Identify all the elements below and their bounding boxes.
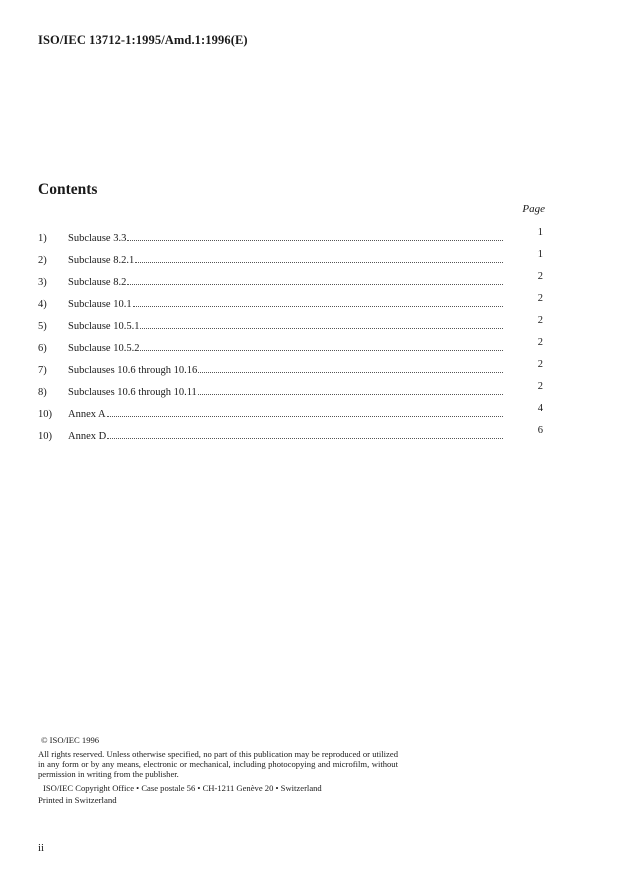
dot-leader xyxy=(127,283,503,285)
toc-entry-title: Annex D xyxy=(68,431,107,442)
dot-leader xyxy=(107,415,503,417)
toc-entry-title: Subclause 3.3 xyxy=(68,233,127,244)
toc-entry-number: 3) xyxy=(38,277,47,288)
dot-leader xyxy=(133,305,503,307)
page-column-label: Page xyxy=(522,203,545,215)
toc-entry-page: 2 xyxy=(537,271,543,282)
toc-entry-number: 6) xyxy=(38,343,47,354)
toc-entry[interactable] xyxy=(38,420,545,442)
toc-entry[interactable] xyxy=(38,222,545,244)
dot-leader xyxy=(198,393,503,395)
toc-entry-page: 2 xyxy=(537,359,543,370)
toc-entry-number: 7) xyxy=(38,365,47,376)
toc-entry-title: Annex A xyxy=(68,409,106,420)
toc-entry[interactable] xyxy=(38,310,545,332)
toc-entry-page: 2 xyxy=(537,293,543,304)
toc-entry-title: Subclause 10.1 xyxy=(68,299,132,310)
toc-entry-number: 5) xyxy=(38,321,47,332)
toc-entry-number: 1) xyxy=(38,233,47,244)
toc-entry-page: 1 xyxy=(537,227,543,238)
toc-entry[interactable] xyxy=(38,288,545,310)
toc-entry[interactable] xyxy=(38,398,545,420)
document-identifier: ISO/IEC 13712-1:1995/Amd.1:1996(E) xyxy=(38,33,248,47)
toc-entry-number: 4) xyxy=(38,299,47,310)
dot-leader xyxy=(198,371,503,373)
copyright-office-address: ISO/IEC Copyright Office • Case postale 56 • CH-1211 Genève 20 • Switzerland xyxy=(43,783,322,793)
copyright-line: © ISO/IEC 1996 xyxy=(41,735,100,745)
dot-leader xyxy=(127,239,503,241)
toc-entry-title: Subclause 10.5.1 xyxy=(68,321,140,332)
toc-entry-page: 1 xyxy=(537,249,543,260)
table-of-contents xyxy=(38,222,545,442)
toc-entry-title: Subclauses 10.6 through 10.11 xyxy=(68,387,197,398)
toc-entry-page: 6 xyxy=(537,425,543,436)
toc-entry-page: 2 xyxy=(537,315,543,326)
toc-entry-number: 2) xyxy=(38,255,47,266)
toc-entry-number: 10) xyxy=(38,431,52,442)
toc-entry-number: 10) xyxy=(38,409,52,420)
toc-entry-page: 4 xyxy=(537,403,543,414)
toc-entry[interactable] xyxy=(38,266,545,288)
printed-location: Printed in Switzerland xyxy=(38,795,117,805)
toc-entry[interactable] xyxy=(38,354,545,376)
dot-leader xyxy=(135,261,503,263)
toc-entry[interactable] xyxy=(38,332,545,354)
toc-entry-title: Subclauses 10.6 through 10.16 xyxy=(68,365,198,376)
toc-entry[interactable] xyxy=(38,244,545,266)
toc-entry-page: 2 xyxy=(537,337,543,348)
copyright-notice xyxy=(38,735,398,793)
toc-entry-title: Subclause 8.2 xyxy=(68,277,127,288)
toc-entry-number: 8) xyxy=(38,387,47,398)
toc-entry-title: Subclause 10.5.2 xyxy=(68,343,140,354)
toc-entry[interactable] xyxy=(38,376,545,398)
dot-leader xyxy=(107,437,503,439)
dot-leader xyxy=(140,349,503,351)
rights-statement: All rights reserved. Unless otherwise specified, no part of this publication may be reproduced or utilized in any form or by any means, electronic or mechanical, including photocopying and microfilm, without permission in writing from the publisher. xyxy=(38,749,398,779)
toc-entry-page: 2 xyxy=(537,381,543,392)
dot-leader xyxy=(140,327,503,329)
toc-entry-title: Subclause 8.2.1 xyxy=(68,255,135,266)
contents-heading: Contents xyxy=(38,181,98,198)
page-number: ii xyxy=(38,842,45,854)
